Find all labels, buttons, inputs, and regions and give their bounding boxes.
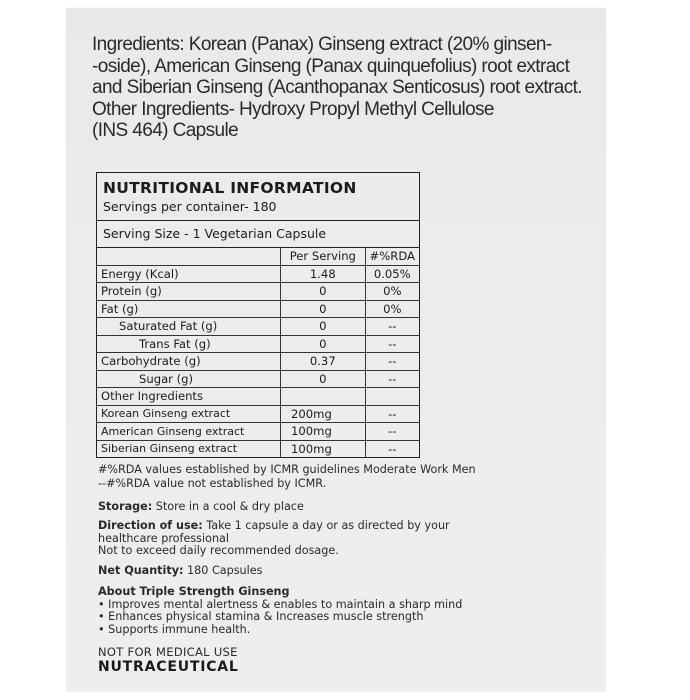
table-row xyxy=(97,370,419,388)
ingredients-line: (INS 464) Capsule xyxy=(92,120,239,141)
rda-note-2: --#%RDA value not established by ICMR. xyxy=(98,477,327,490)
nutrient-per-serving: 0.37 xyxy=(281,353,366,371)
nutrient-name: Energy (Kcal) xyxy=(97,265,281,283)
direction-label: Direction of use: xyxy=(98,519,203,532)
servings-per-container: Servings per container- 180 xyxy=(97,197,419,221)
direction-text-2: healthcare professional xyxy=(98,531,229,545)
table-row xyxy=(97,405,419,423)
header-per-serving: Per Serving xyxy=(281,248,366,265)
table-header-row xyxy=(97,248,419,265)
nutrient-per-serving: 0 xyxy=(281,300,366,318)
nutrient-rda: 0% xyxy=(365,300,419,318)
nutrient-rda: 0.05% xyxy=(365,265,419,283)
table-row xyxy=(97,300,419,318)
table-row xyxy=(97,335,419,353)
net-quantity-section xyxy=(98,565,598,578)
header-empty-cell xyxy=(97,248,281,265)
header-rda: #%RDA xyxy=(365,248,419,265)
not-for-medical-use: NOT FOR MEDICAL USE xyxy=(98,645,238,659)
storage-label: Storage: xyxy=(98,500,153,513)
rda-notes xyxy=(98,463,598,491)
serving-size: Serving Size - 1 Vegetarian Capsule xyxy=(97,221,419,248)
nutrient-per-serving: 1.48 xyxy=(281,265,366,283)
nutrient-name: Sugar (g) xyxy=(97,370,281,388)
about-section xyxy=(98,586,598,636)
nutrient-per-serving: 0 xyxy=(281,283,366,301)
nutrition-facts-box xyxy=(96,172,420,458)
ingredient-rda: -- xyxy=(365,405,419,423)
empty-cell xyxy=(281,388,366,406)
table-row xyxy=(97,283,419,301)
product-label xyxy=(66,8,606,692)
nutraceutical-label: NUTRACEUTICAL xyxy=(98,659,239,675)
table-row-other-heading xyxy=(97,388,419,406)
ingredient-per-serving: 100mg xyxy=(281,423,366,441)
direction-section xyxy=(98,520,598,558)
nutrient-name: Fat (g) xyxy=(97,300,281,318)
about-heading: About Triple Strength Ginseng xyxy=(98,585,290,598)
nutrient-rda: -- xyxy=(365,318,419,336)
other-ingredients-heading: Other Ingredients xyxy=(97,388,281,406)
ingredient-rda: -- xyxy=(365,440,419,457)
direction-text-3: Not to exceed daily recommended dosage. xyxy=(98,544,339,557)
rda-note-1: #%RDA values established by ICMR guidelines Moderate Work Men xyxy=(98,463,476,476)
ingredient-rda: -- xyxy=(365,423,419,441)
empty-cell xyxy=(365,388,419,406)
nutrition-table xyxy=(97,248,419,457)
nutrient-name: Saturated Fat (g) xyxy=(97,318,281,336)
table-row xyxy=(97,440,419,457)
direction-text-1: Take 1 capsule a day or as directed by your xyxy=(202,519,450,532)
nutrient-rda: 0% xyxy=(365,283,419,301)
storage-text: Store in a cool & dry place xyxy=(152,500,304,513)
nutrient-rda: -- xyxy=(365,353,419,371)
table-row xyxy=(97,265,419,283)
nutrient-per-serving: 0 xyxy=(281,335,366,353)
nutrient-name: Protein (g) xyxy=(97,283,281,301)
nutrient-per-serving: 0 xyxy=(281,370,366,388)
nutrition-title: NUTRITIONAL INFORMATION xyxy=(103,179,357,197)
ingredients-paragraph xyxy=(92,34,602,142)
nutrient-name: Carbohydrate (g) xyxy=(97,353,281,371)
nutrient-name: Trans Fat (g) xyxy=(97,335,281,353)
ingredients-line: Other Ingredients- Hydroxy Propyl Methyl Cellulose xyxy=(92,98,494,120)
nutrient-rda: -- xyxy=(365,335,419,353)
ingredient-name: American Ginseng extract xyxy=(97,423,281,441)
list-item: • Supports immune health. xyxy=(98,624,598,637)
net-quantity-text: 180 Capsules xyxy=(183,564,263,577)
ingredient-per-serving: 100mg xyxy=(281,440,366,457)
ingredient-per-serving: 200mg xyxy=(281,405,366,423)
ingredients-line: and Siberian Ginseng (Acanthopanax Senticosus) root extract. xyxy=(92,77,582,98)
list-item: • Enhances physical stamina & Increases muscle strength xyxy=(98,611,598,624)
table-row xyxy=(97,353,419,371)
nutrient-per-serving: 0 xyxy=(281,318,366,336)
nutrient-rda: -- xyxy=(365,370,419,388)
table-row xyxy=(97,318,419,336)
ingredient-name: Siberian Ginseng extract xyxy=(97,440,281,457)
ingredients-line: Ingredients: Korean (Panax) Ginseng extract (20% ginsen- xyxy=(92,34,552,55)
list-item: • Improves mental alertness & enables to maintain a sharp mind xyxy=(98,599,598,612)
table-row xyxy=(97,423,419,441)
storage-section xyxy=(98,501,598,514)
about-bullet-list xyxy=(98,599,598,637)
ingredient-name: Korean Ginseng extract xyxy=(97,405,281,423)
net-quantity-label: Net Quantity: xyxy=(98,564,184,577)
ingredients-line: -oside), American Ginseng (Panax quinquefolius) root extract xyxy=(92,55,570,77)
